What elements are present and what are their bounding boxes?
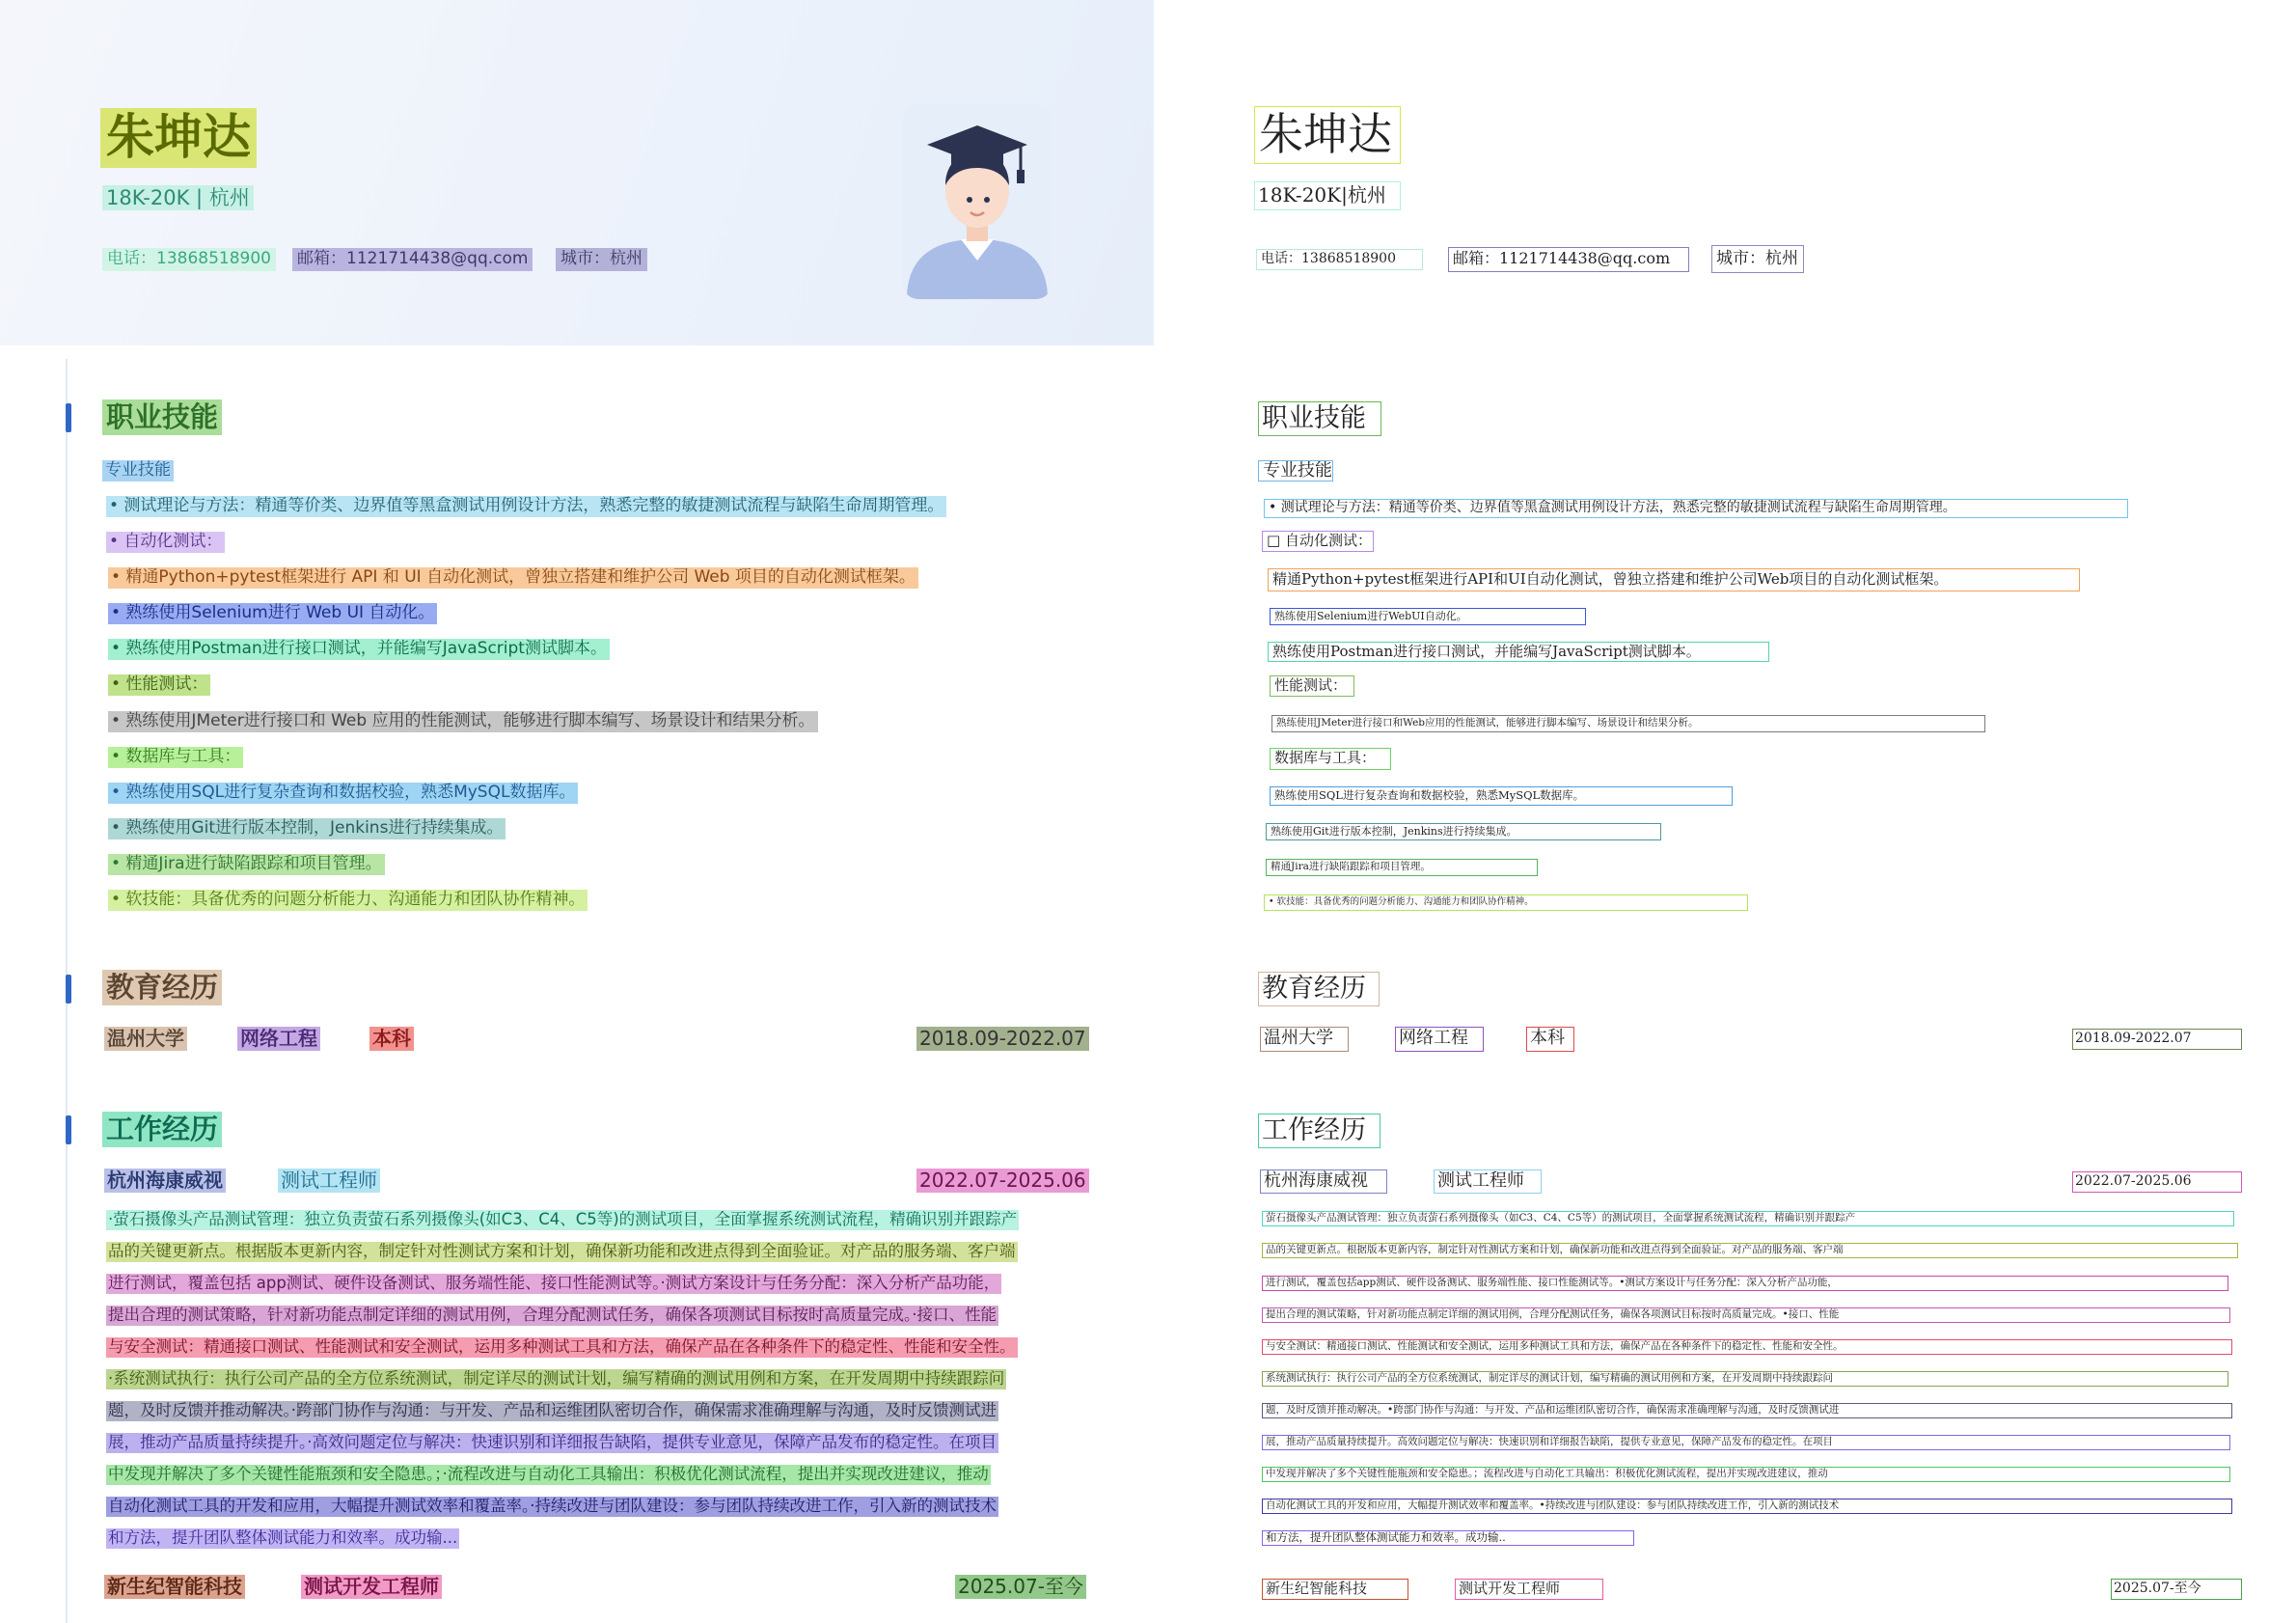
render-skill-line: 精通Jira进行缺陷跟踪和项目管理。 [1266,859,1538,876]
skill-line: • 自动化测试： [106,532,225,553]
skill-line: • 性能测试： [108,674,210,696]
job1-desc-line: ·系统测试执行：执行公司产品的全方位系统测试，制定详尽的测试计划，编写精确的测试用例和方案，在开发周期中持续跟踪问 [108,1369,1005,1388]
render-job2-company: 新生纪智能科技 [1262,1579,1408,1600]
skill-line: 专业技能 [102,460,174,481]
render-skill-line: 熟练使用Selenium进行WebUI自动化。 [1270,608,1586,625]
render-skill-line: □ 自动化测试： [1262,531,1374,552]
edu-degree: 本科 [369,1027,414,1051]
render-salary-city: 18K-20K|杭州 [1254,181,1401,210]
render-skill-line: 专业技能 [1258,460,1333,481]
job1-desc-line: 自动化测试工具的开发和应用，大幅提升测试效率和覆盖率。·持续改进与团队建设：参与团队持续改进工作，引入新的测试技术 [108,1497,997,1515]
job2-date: 2025.07-至今 [955,1575,1086,1599]
job1-desc-line: 和方法，提升团队整体测试能力和效率。成功输... [108,1528,458,1547]
render-candidate-name: 朱坤达 [1254,106,1401,164]
render-job1-desc-line: 中发现并解决了多个关键性能瓶颈和安全隐患。；流程改进与自动化工具输出：积极优化测试流程，提出并实现改进建议，推动 [1262,1467,2230,1482]
render-job1-desc-line: 品的关键更新点。根据版本更新内容，制定针对性测试方案和计划，确保新功能和改进点得到全面验证。对产品的服务端、客户端 [1262,1243,2238,1258]
job2-company: 新生纪智能科技 [104,1575,245,1599]
render-job1-company: 杭州海康威视 [1260,1169,1387,1194]
edu-school: 温州大学 [104,1027,187,1051]
job1-desc-line: 题，及时反馈并推动解决。·跨部门协作与沟通：与开发、产品和运维团队密切合作，确保需求准确理解与沟通，及时反馈测试进 [108,1401,997,1419]
section-marker [66,1115,71,1144]
edu-major: 网络工程 [237,1027,320,1051]
job1-desc-line: 中发现并解决了多个关键性能瓶颈和安全隐患。；·流程改进与自动化工具输出：积极优化测试流程，提出并实现改进建议，推动 [108,1465,989,1483]
render-section-title-skills: 职业技能 [1258,401,1381,436]
city-text: 城市：杭州 [556,248,647,271]
skill-line: • 熟练使用Postman进行接口测试，并能编写JavaScript测试脚本。 [108,639,610,660]
skill-line: • 熟练使用JMeter进行接口和 Web 应用的性能测试，能够进行脚本编写、场景设计和结果分析。 [108,711,818,732]
render-skill-line: 熟练使用JMeter进行接口和Web应用的性能测试，能够进行脚本编写、场景设计和结果分析。 [1271,715,1985,732]
skill-line: • 精通Jira进行缺陷跟踪和项目管理。 [108,854,385,875]
job1-date: 2022.07-2025.06 [916,1169,1089,1193]
job1-desc-line: 提出合理的测试策略，针对新功能点制定详细的测试用例，合理分配测试任务，确保各项测试目标按时高质量完成。·接口、性能 [108,1306,997,1324]
render-skill-line: 精通Python+pytest框架进行API和UI自动化测试，曾独立搭建和维护公司Web项目的自动化测试框架。 [1268,568,2080,591]
graduate-avatar-icon [903,104,1052,299]
render-edu-major: 网络工程 [1395,1027,1484,1052]
render-job1-desc-line: 系统测试执行：执行公司产品的全方位系统测试，制定详尽的测试计划，编写精确的测试用例和方案，在开发周期中持续跟踪问 [1262,1371,2228,1387]
skill-line: • 熟练使用Git进行版本控制，Jenkins进行持续集成。 [108,818,506,839]
render-job1-desc-line: 与安全测试：精通接口测试、性能测试和安全测试，运用多种测试工具和方法，确保产品在各种条件下的稳定性、性能和安全性。 [1262,1339,2232,1355]
render-edu-school: 温州大学 [1260,1027,1349,1052]
candidate-name: 朱坤达 [100,108,257,168]
render-skill-line: 熟练使用SQL进行复杂查询和数据校验，熟悉MySQL数据库。 [1270,786,1733,806]
edu-date: 2018.09-2022.07 [916,1027,1089,1051]
skill-line: • 测试理论与方法：精通等价类、边界值等黑盒测试用例设计方法，熟悉完整的敏捷测试流程与缺陷生命周期管理。 [106,496,946,517]
render-skill-line: • 软技能：具备优秀的问题分析能力、沟通能力和团队协作精神。 [1264,894,1748,911]
phone-text: 电话：13868518900 [102,248,276,271]
skill-line: • 熟练使用SQL进行复杂查询和数据校验，熟悉MySQL数据库。 [108,783,578,804]
skill-line: • 熟练使用Selenium进行 Web UI 自动化。 [108,603,437,624]
render-skill-line: 数据库与工具： [1270,748,1391,770]
section-marker [66,975,71,1004]
render-job2-date: 2025.07-至今 [2111,1579,2242,1600]
email-text: 邮箱：1121714438@qq.com [292,248,533,271]
section-title-work: 工作经历 [102,1112,222,1147]
section-marker [66,403,71,432]
job1-desc-line: 进行测试，覆盖包括 app测试、硬件设备测试、服务端性能、接口性能测试等。·测试方案设计与任务分配：深入分析产品功能， [108,1274,1000,1292]
render-job1-desc-line: 题，及时反馈并推动解决。•跨部门协作与沟通：与开发、产品和运维团队密切合作，确保需求准确理解与沟通，及时反馈测试进 [1262,1403,2232,1418]
job1-desc-line: 展，推动产品质量持续提升。·高效问题定位与解决：快速识别和详细报告缺陷，提供专业意见，保障产品发布的稳定性。在项目 [108,1433,997,1451]
render-job1-desc-line: 提出合理的测试策略，针对新功能点制定详细的测试用例，合理分配测试任务，确保各项测试目标按时高质量完成。•接口、性能 [1262,1307,2230,1323]
skill-line: • 软技能：具备优秀的问题分析能力、沟通能力和团队协作精神。 [108,890,588,911]
render-job1-desc-line: 展，推动产品质量持续提升。高效问题定位与解决：快速识别和详细报告缺陷，提供专业意见，保障产品发布的稳定性。在项目 [1262,1435,2230,1450]
skill-line: • 数据库与工具： [108,747,243,768]
job1-role: 测试工程师 [278,1169,380,1193]
render-email-text: 邮箱：1121714438@qq.com [1448,247,1689,272]
job1-desc-line: 与安全测试：精通接口测试、性能测试和安全测试，运用多种测试工具和方法，确保产品在各种条件下的稳定性、性能和安全性。 [108,1337,1016,1356]
render-phone-text: 电话：13868518900 [1256,249,1423,270]
render-section-title-work: 工作经历 [1258,1114,1380,1148]
render-job2-role: 测试开发工程师 [1455,1579,1603,1600]
job1-desc-line: ·萤石摄像头产品测试管理：独立负责萤石系列摄像头(如C3、C4、C5等)的测试项目，全面掌握系统测试流程，精确识别并跟踪产 [108,1210,1018,1228]
render-skill-line: 熟练使用Git进行版本控制，Jenkins进行持续集成。 [1266,823,1661,840]
render-job1-desc-line: 自动化测试工具的开发和应用，大幅提升测试效率和覆盖率。•持续改进与团队建设：参与团队持续改进工作，引入新的测试技术 [1262,1499,2232,1514]
render-skill-line: 性能测试： [1270,675,1354,697]
job1-desc-line: 品的关键更新点。根据版本更新内容，制定针对性测试方案和计划，确保新功能和改进点得到全面验证。对产品的服务端、客户端 [108,1242,1016,1260]
render-city-text: 城市：杭州 [1711,245,1804,273]
render-skill-line: 熟练使用Postman进行接口测试，并能编写JavaScript测试脚本。 [1268,642,1769,662]
salary-city: 18K-20K | 杭州 [102,185,254,210]
job1-company: 杭州海康威视 [104,1169,226,1193]
section-title-skills: 职业技能 [102,399,222,435]
render-section-title-education: 教育经历 [1258,972,1380,1006]
render-job1-desc-line: 和方法，提升团队整体测试能力和效率。成功输.. [1262,1530,1634,1546]
render-job1-desc-line: 萤石摄像头产品测试管理：独立负责萤石系列摄像头（如C3、C4、C5等）的测试项目，全面掌握系统测试流程，精确识别并跟踪产 [1262,1211,2234,1226]
render-job1-role: 测试工程师 [1434,1169,1542,1194]
job2-role: 测试开发工程师 [301,1575,442,1599]
render-edu-date: 2018.09-2022.07 [2072,1029,2242,1050]
render-job1-desc-line: 进行测试，覆盖包括app测试、硬件设备测试、服务端性能、接口性能测试等。•测试方案设计与任务分配：深入分析产品功能， [1262,1276,2228,1291]
section-title-education: 教育经历 [102,970,222,1005]
skill-line: • 精通Python+pytest框架进行 API 和 UI 自动化测试，曾独立搭建和维护公司 Web 项目的自动化测试框架。 [108,567,918,589]
render-job1-date: 2022.07-2025.06 [2072,1171,2242,1193]
render-edu-degree: 本科 [1526,1027,1574,1052]
render-skill-line: • 测试理论与方法：精通等价类、边界值等黑盒测试用例设计方法，熟悉完整的敏捷测试流程与缺陷生命周期管理。 [1264,499,2128,518]
